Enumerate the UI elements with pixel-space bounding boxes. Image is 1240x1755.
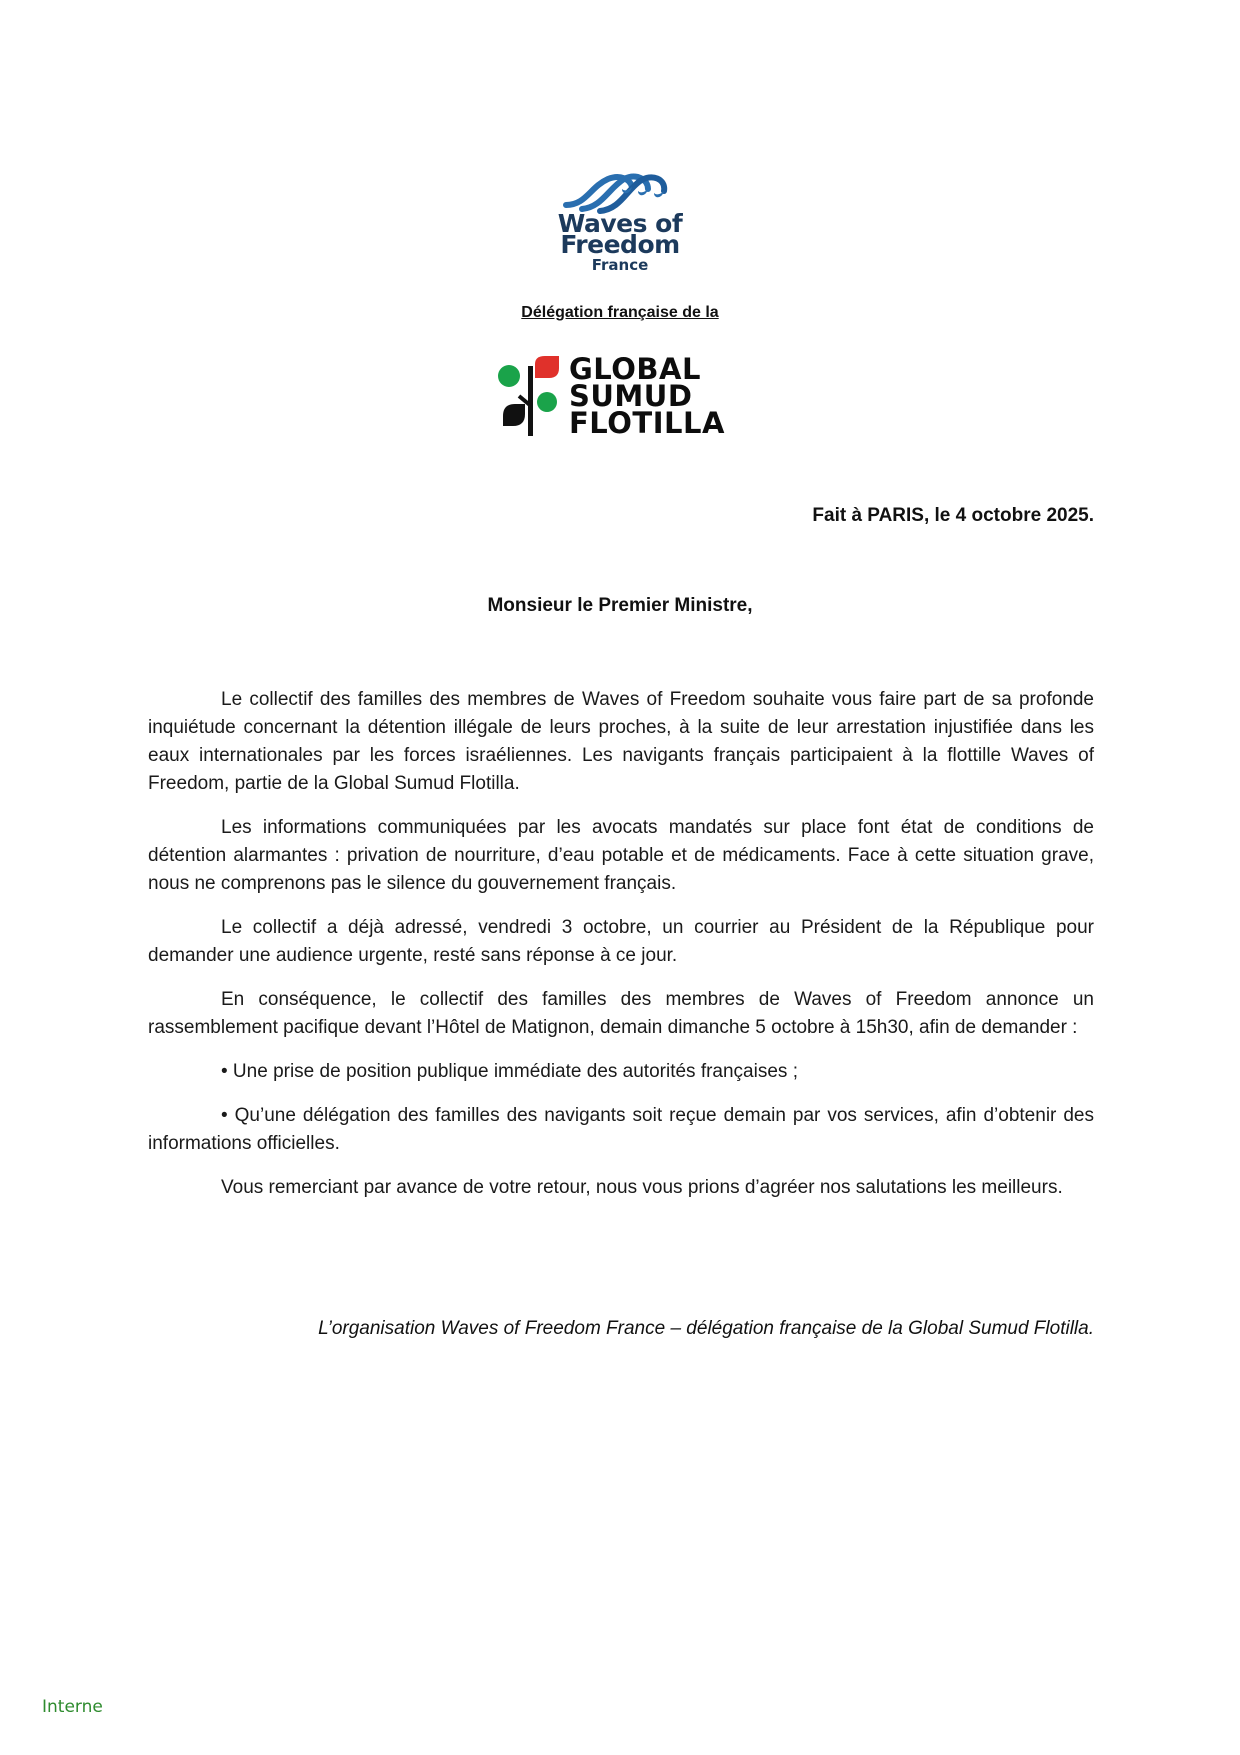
tree-leaves-icon bbox=[497, 356, 561, 440]
paragraph-4: En conséquence, le collectif des familles des membres de Waves of Freedom annonce un rassemblement pacifique devant l’Hôtel de Matignon, demain dimanche 5 octobre à 15h30, afin de demander : bbox=[148, 989, 1094, 1038]
waves-icon bbox=[560, 165, 680, 215]
global-sumud-flotilla-logo bbox=[497, 352, 752, 440]
bullet-2: • Qu’une délégation des familles des navigants soit reçue demain par vos services, afin d’obtenir des informations officielles. bbox=[148, 1105, 1094, 1154]
bullet-1: • Une prise de position publique immédiate des autorités françaises ; bbox=[221, 1061, 798, 1082]
wof-logo-line1: Waves of bbox=[557, 209, 683, 238]
paragraph-3: Le collectif a déjà adressé, vendredi 3 octobre, un courrier au Président de la République pour demander une audience urgente, resté sans réponse à ce jour. bbox=[148, 917, 1094, 966]
salutation: Monsieur le Premier Ministre, bbox=[487, 595, 753, 616]
gsf-wordmark bbox=[569, 352, 725, 440]
paragraph-2: Les informations communiquées par les avocats mandatés sur place font état de conditions de détention alarmantes : privation de nourriture, d’eau potable et de médicaments. Face à cette situation grave, nous ne comprenons pas le silence du gouvernement français. bbox=[148, 817, 1094, 894]
gsf-line1: GLOBAL bbox=[569, 352, 701, 386]
waves-of-freedom-logo bbox=[540, 165, 700, 285]
classification-label: Interne bbox=[42, 1697, 103, 1717]
signature: L’organisation Waves of Freedom France – délégation française de la Global Sumud Flotilla. bbox=[318, 1318, 1094, 1339]
gsf-line2: SUMUD bbox=[569, 379, 693, 413]
closing-paragraph: Vous remerciant par avance de votre retour, nous vous prions d’agréer nos salutations les meilleurs. bbox=[221, 1177, 1063, 1198]
letter-body bbox=[148, 686, 1094, 1218]
paragraph-1: Le collectif des familles des membres de Waves of Freedom souhaite vous faire part de sa profonde inquiétude concernant la détention illégale de leurs proches, à la suite de leur arrestation injustifiée dans les eaux internationales par les forces israéliennes. Les navigants français participaient à la flottille Waves of Freedom, partie de la Global Sumud Flotilla. bbox=[148, 689, 1094, 794]
delegation-label: Délégation française de la bbox=[521, 304, 719, 321]
wof-logo-line2: Freedom bbox=[560, 230, 680, 259]
gsf-line3: FLOTILLA bbox=[569, 406, 725, 440]
wof-logo-line3: France bbox=[591, 256, 649, 274]
date-line: Fait à PARIS, le 4 octobre 2025. bbox=[812, 505, 1094, 526]
